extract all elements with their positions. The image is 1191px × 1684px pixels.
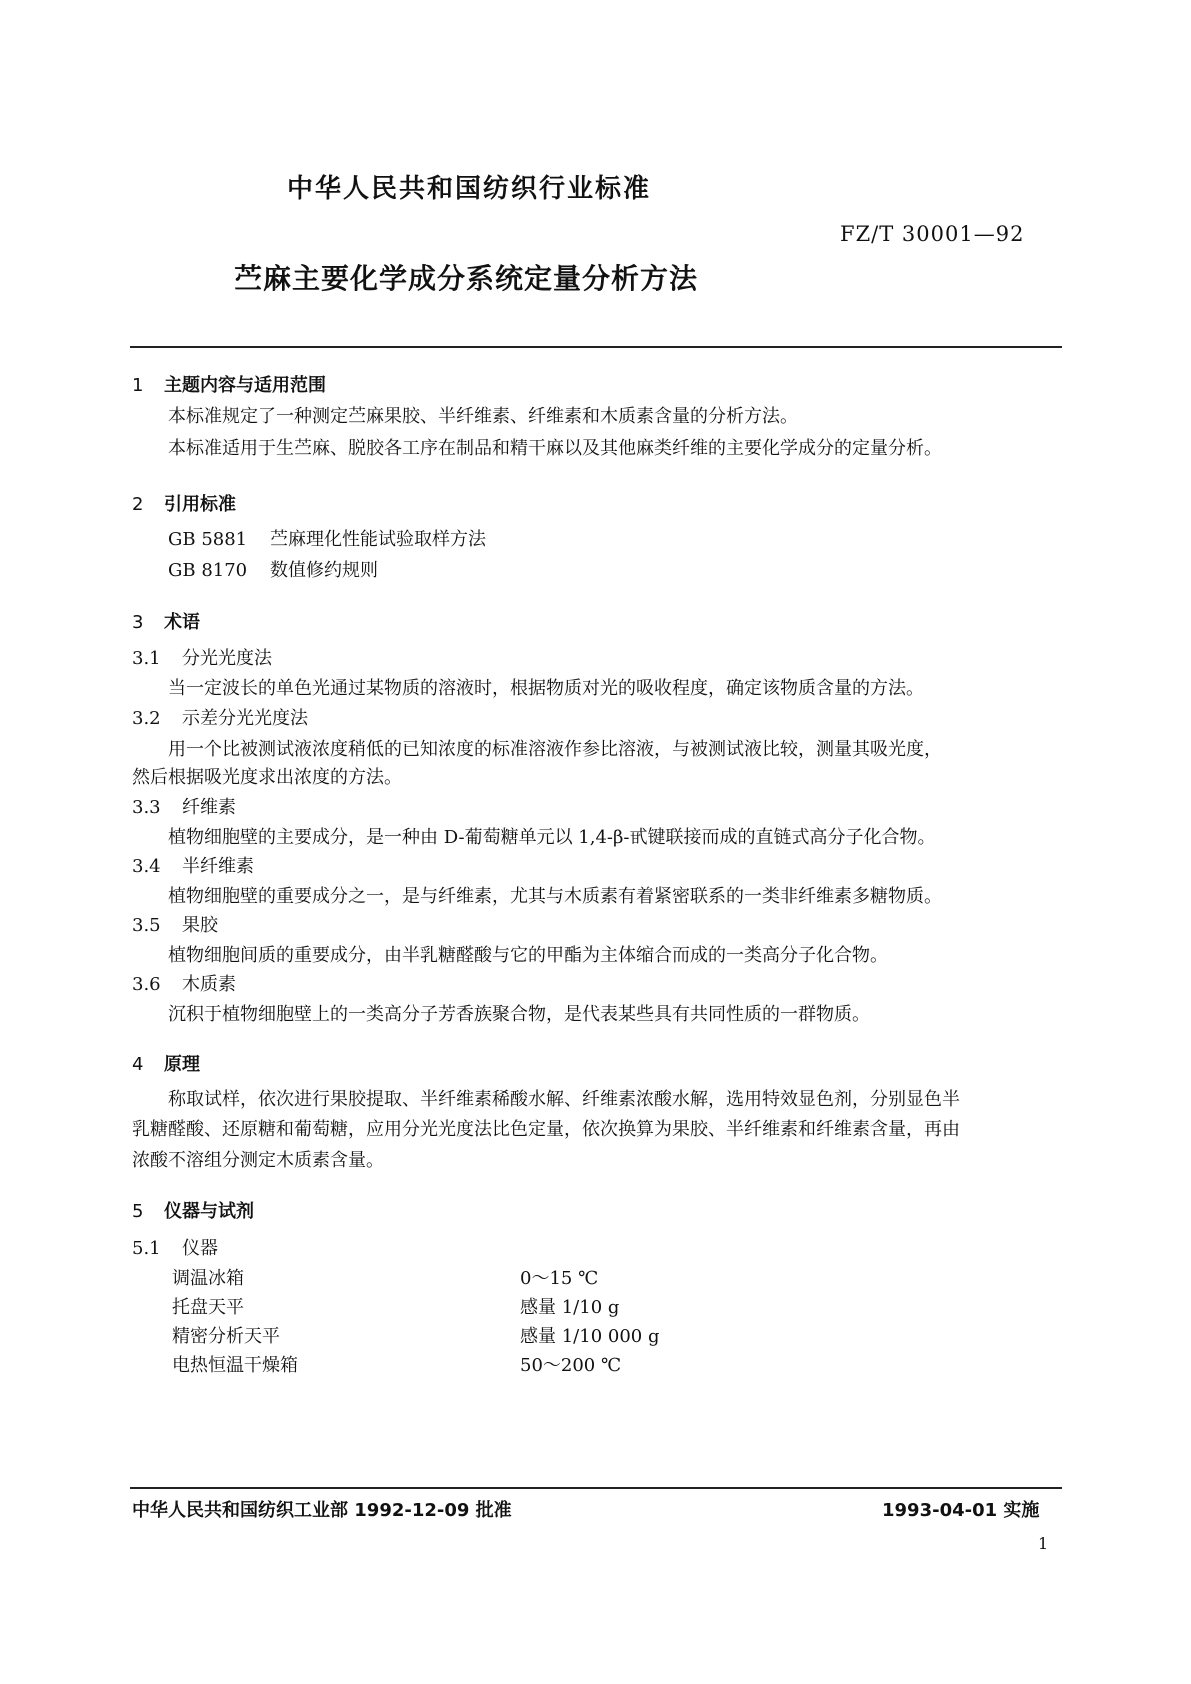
section-number: 4 — [132, 1054, 144, 1075]
term-definition: 沉积于植物细胞壁上的一类高分子芳香族聚合物，是代表某些具有共同性质的一群物质。 — [168, 1004, 870, 1025]
approval-statement: 中华人民共和国纺织工业部 1992-12-09 批准 — [132, 1500, 512, 1521]
term-heading — [132, 799, 236, 817]
instrument-name: 托盘天平 — [172, 1297, 244, 1318]
section-2-heading — [132, 490, 236, 516]
term-number: 3.5 — [132, 915, 161, 936]
term-name: 示差分光光度法 — [182, 708, 308, 729]
section-number: 3 — [132, 612, 144, 633]
term-name: 半纤维素 — [182, 856, 254, 877]
term-heading — [132, 650, 272, 668]
document-title: 苎麻主要化学成分系统定量分析方法 — [234, 262, 699, 295]
term-heading — [132, 710, 308, 728]
reference-code: GB 8170 — [168, 560, 248, 581]
term-definition: 用一个比被测试液浓度稍低的已知浓度的标准溶液作参比溶液，与被测试液比较，测量其吸光度， — [168, 739, 942, 760]
effective-date: 1993-04-01 实施 — [882, 1500, 1040, 1521]
section-number: 5 — [132, 1201, 144, 1222]
standard-header: 中华人民共和国纺织行业标准 — [287, 174, 652, 204]
term-number: 3.2 — [132, 708, 161, 729]
term-name: 纤维素 — [182, 797, 236, 818]
section-3-heading — [132, 608, 200, 634]
reference-name: 苎麻理化性能试验取样方法 — [270, 529, 486, 550]
subsection-title: 仪器 — [182, 1238, 218, 1259]
paragraph-line: 称取试样，依次进行果胶提取、半纤维素稀酸水解、纤维素浓酸水解，选用特效显色剂，分别显色半 — [168, 1089, 960, 1110]
paragraph-line: 乳糖醛酸、还原糖和葡萄糖，应用分光光度法比色定量，依次换算为果胶、半纤维素和纤维素含量，再由 — [132, 1119, 960, 1140]
reference-item — [168, 531, 486, 549]
paragraph-line: 浓酸不溶组分测定木质素含量。 — [132, 1150, 384, 1171]
instrument-name: 调温冰箱 — [172, 1268, 244, 1289]
term-name: 果胶 — [182, 915, 218, 936]
term-name: 分光光度法 — [182, 648, 272, 669]
section-title: 原理 — [164, 1054, 200, 1075]
term-definition: 当一定波长的单色光通过某物质的溶液时，根据物质对光的吸收程度，确定该物质含量的方法。 — [168, 678, 924, 699]
term-number: 3.1 — [132, 648, 161, 669]
term-heading — [132, 976, 236, 994]
instrument-spec: 感量 1/10 g — [520, 1297, 620, 1318]
page-number: 1 — [1038, 1534, 1049, 1553]
header-rule — [130, 346, 1062, 348]
section-title: 引用标准 — [164, 494, 236, 515]
footer-rule — [130, 1487, 1062, 1489]
term-name: 木质素 — [182, 974, 236, 995]
paragraph: 本标准适用于生苎麻、脱胶各工序在制品和精干麻以及其他麻类纤维的主要化学成分的定量分析。 — [168, 438, 942, 459]
section-1-heading — [132, 371, 326, 397]
instrument-spec: 感量 1/10 000 g — [520, 1326, 660, 1347]
instrument-spec: 0～15 ℃ — [520, 1268, 599, 1289]
section-title: 主题内容与适用范围 — [164, 375, 326, 396]
term-definition: 植物细胞壁的主要成分，是一种由 D-葡萄糖单元以 1,4-β-甙键联接而成的直链式高分子化合物。 — [168, 827, 936, 848]
section-5-heading — [132, 1197, 254, 1223]
term-heading — [132, 858, 254, 876]
term-number: 3.3 — [132, 797, 161, 818]
term-definition: 植物细胞壁的重要成分之一，是与纤维素，尤其与木质素有着紧密联系的一类非纤维素多糖物质。 — [168, 886, 942, 907]
term-number: 3.6 — [132, 974, 161, 995]
reference-item — [168, 562, 378, 580]
term-heading — [132, 917, 218, 935]
section-title: 仪器与试剂 — [164, 1201, 254, 1222]
section-number: 2 — [132, 494, 144, 515]
term-number: 3.4 — [132, 856, 161, 877]
section-title: 术语 — [164, 612, 200, 633]
instrument-spec: 50～200 ℃ — [520, 1355, 622, 1376]
instrument-name: 电热恒温干燥箱 — [172, 1355, 298, 1376]
reference-code: GB 5881 — [168, 529, 248, 550]
subsection-heading — [132, 1240, 218, 1258]
subsection-number: 5.1 — [132, 1238, 161, 1259]
instrument-name: 精密分析天平 — [172, 1326, 280, 1347]
standard-code: FZ/T 30001—92 — [840, 222, 1025, 246]
section-4-heading — [132, 1050, 200, 1076]
reference-name: 数值修约规则 — [270, 560, 378, 581]
term-definition: 植物细胞间质的重要成分，由半乳糖醛酸与它的甲酯为主体缩合而成的一类高分子化合物。 — [168, 945, 888, 966]
section-number: 1 — [132, 375, 144, 396]
term-definition-continued: 然后根据吸光度求出浓度的方法。 — [132, 767, 402, 788]
paragraph: 本标准规定了一种测定苎麻果胶、半纤维素、纤维素和木质素含量的分析方法。 — [168, 406, 798, 427]
